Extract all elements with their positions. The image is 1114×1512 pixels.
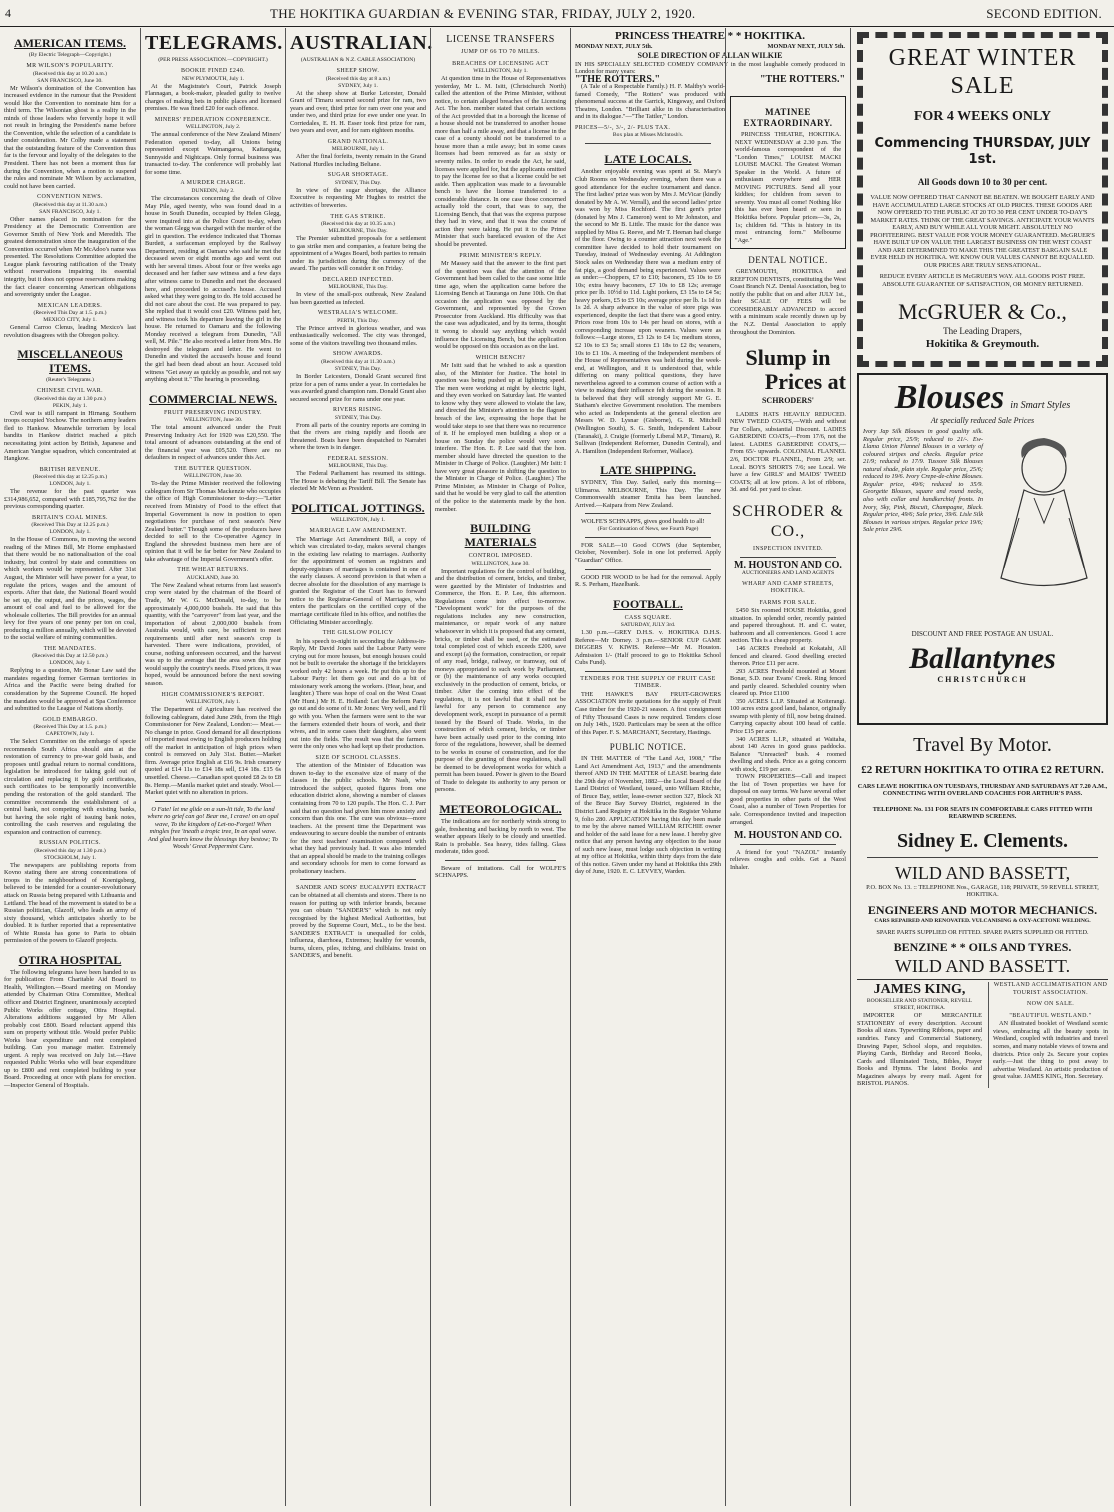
- land-listing: 350 ACRES L.I.P. Situated at Koiterangi. 100 acres extra good land, balance, originally swamp with plenty of fill, now being drained. Carrying capacity about 100 head of cattle. Price £15 per acre.: [730, 697, 846, 735]
- newspaper-title: THE HOKITIKA GUARDIAN & EVENING STAR, FRIDAY, JULY 2, 1920.: [270, 6, 696, 21]
- blouses-title: Blouses: [894, 378, 1005, 416]
- masthead: [0, 0, 1114, 27]
- story-body: The attention of the Minister of Education was drawn to-day to the excessive size of many of the classes in the public schools. Mr Nash, who introduced the subject, quoted figures from one education district alone, showing a number of classes containing from 70 to 120 pupils. The Hon. C. J. Parr said that no question had given him more anxiety and concern than this one. The cure was obvious—more teachers. At the present time the Department was endeavouring to secure double the number of entrants for the next teachers' examination compared with what they had previously had. It was also intended that an appeal should be made to the training colleges and secondary schools for men to come forward as probationary teachers.: [290, 762, 426, 875]
- column-display-ads: [850, 28, 1114, 1506]
- story-body: The revenue for the past quarter was £314,986,652, compared with £185,795,762 for the previous corresponding quarter.: [4, 488, 136, 511]
- story-title: HIGH COMMISSIONER'S REPORT.: [161, 691, 265, 698]
- poem-advert: O Fate! let me glide on a sun-lit tide, To the land where no grief can go! Bear me, I crave! on an opal wave, To the kingdom of Let-no-Forget! When mingles free 'tneath a tropic tree, In an opal wave. And glad hearts know the blessings they bestow; To Woods' Great Peppermint Cure.: [147, 805, 279, 851]
- story-body: The Federal Parliament has resumed its sittings. The House is debating the Tariff Bill. The Senate has elected Mr McVenn as President.: [290, 470, 426, 493]
- story-body: The annual conference of the New Zealand Miners' Federation opened to-day, all Unions being represented except Waimangaroa, Kaitangata, Sunnyside and Nightcaps. Only formal business was transacted to-day. The conference will probably last for some time.: [145, 131, 281, 176]
- story-title: SHEEP SHOW.: [336, 68, 380, 74]
- land-listing: 340 ACRES L.I.P., situated at Waitaha, about 140 Acres in good grass paddocks. Balance "Unreacted" bush. 4 roomed dwelling and sheds. Price as a going concern with stock, £19 per acre.: [730, 735, 846, 773]
- story-title: DECLARED INFECTED.: [322, 276, 394, 283]
- page-number: 4: [5, 6, 12, 20]
- dateline: MELBOURNE, This Day.: [328, 228, 388, 235]
- dental-body: GREYMOUTH, HOKITIKA and REEFTON DENTISTS, constituting the West Coast Branch N.Z. Dental Association, beg to notify the public that on and after JULY 1st., their SCALE OF FEES will be CONSIDERABLY ADVANCED to accord with a minimum scale recently drawn up by the N.Z. Dental Association to apply throughout the Dominion.: [730, 268, 846, 336]
- mcgruer-desc: The Leading Drapers,: [943, 325, 1022, 336]
- story-body: After the final forfeits, twenty remain in the Grand National Hurdles including Beltane.: [290, 153, 426, 168]
- story-title: THE WHEAT RETURNS.: [177, 567, 249, 574]
- source-line: (PER PRESS ASSOCIATION.—COPYRIGHT.): [158, 57, 268, 63]
- story-body: In view of the sugar shortage, the Alliance Executive is requesting Mr Hughes to restrict the activities of breweries.: [290, 186, 426, 209]
- column-license-transfers: [430, 28, 570, 1506]
- blouses-body: [863, 428, 1102, 631]
- matinee-heading: MATINEE EXTRAORDINARY.: [743, 107, 833, 128]
- dateline: LONDON, July 1.: [49, 660, 91, 667]
- story-title: THE BUTTER QUESTION.: [174, 465, 252, 472]
- land-listing: £450 Six roomed HOUSE Hokitika, good situation. In splendid order, recently painted and papered throughout. H. and C. water, bathroom and all conveniences. Good 1 acre section. This is a cheap property.: [730, 607, 846, 645]
- dateline: SYDNEY, This Day.: [334, 414, 382, 421]
- gws-goods: All Goods down 10 to 30 per cent.: [917, 177, 1048, 187]
- story-body: The Prince arrived in glorious weather, and was enthusiastically welcomed. The city was thronged, some of the visitors travelling two thousand miles.: [290, 324, 426, 347]
- story-title: PRIME MINISTER'S REPLY.: [459, 252, 542, 259]
- subheading: CASS SQUARE.: [624, 614, 672, 621]
- story-body: Other names placed in nomination for the Presidency at the Democratic Convention are Governor Smith of New York and Meredith. The greatest demonstration since the inauguration of the Convention occurred when Mr McAdoo's name was presented. The Resolutions Committee adopted the League plank favouring ratification of the Treaty without reservations impairing its essential integrity, but it does not oppose reservations making the fact clearer concerning American obligations and sovereignty under the League.: [4, 215, 136, 299]
- story-title: BOOKIE FINED £240.: [180, 68, 246, 74]
- dateline: PEKIN, July 1.: [52, 402, 88, 409]
- received-line: (Received this day at 11.30 a.m.): [33, 201, 107, 208]
- great-winter-sale-advert: [857, 32, 1108, 367]
- story-body: The Department of Agriculture has received the following cablegram, dated June 29th, from the High Commissioner for New Zealand, London:— Meat.—No change in price. Good demand for all descriptions of imported meat owing to English producers holding off the market in anticipation of high prices when control is removed on July 31st. Butter.—Market firm. Average price English at £16 9s. Irish creamery quoted at £14 11s to £14 18s sell, £14 18s. £15 6s unsettled. Cheese.—Canadian spot quoted £8 2s to £8 8s. Hemp.—Manila market quiet and steady. Wool.—Market quiet with no alteration in prices.: [145, 706, 281, 797]
- schroders-items: LADIES HATS HEAVILY REDUCED. NEW TWEED COATS,—With and without Fur Collars, substantial Discount. LADIES GABERDINE COATS,—From 17/6, not the latest. LADIES GABERDINE COATS,—From 65/- upwards. COLONIAL FLANNEL 2/6, DOCTOR FLANNEL, From 2/9; ser. Local. BOYS SHORTS 7/6; see Local. We have a few GIRLS' and MAIDS' TWEED COATS; all at low prices. A lot of ribbons, 3d. and 6d. per yard to clear.: [730, 410, 846, 494]
- received-line: (Received this day at 10.20 a.m.): [33, 70, 107, 77]
- story-body: In the House of Commons, in moving the second reading of the Mines Bill, Mr Horne emphasised that there would be no nationalisation of the coal industry, but control by state and committees on which workers would be represented. After 31st August, the Minister will have power for a year, to regulate the prices, wages and the amount of exports. After that date, the National Board would be set up, the output, and the prices, wages, the amount of coal and fuel to be allowed for the wholesale collieries. The Bill provides for an annual levy for five years of one penny per ton on coal, producing a million annually, which will be devoted to the social welfare of mining communities.: [4, 536, 136, 642]
- story-body: In view of the small-pox outbreak, New Zealand has been gazetted as infected.: [290, 291, 426, 306]
- story-body: The total amount advanced under the Fruit Preserving Industry Act for 1920 was £20,550. The total amount of advances outstanding at the end of the financial year was £05,520. There are no defaulters in respect of advances under this Act.: [145, 424, 281, 462]
- mcgruer-name: McGRUER & Co.,: [898, 298, 1067, 324]
- story-body: To-day the Prime Minister received the following cablegram from Sir Thomas Mackenzie who occupies the office of High Commissioner to-day:—"Letter received from Ministry of Food to the effect that Imperial Government is now in position to open negotiations for purchase of next season's New Zealand butter." Though some of the producers have decided to sell to the Co-operative Agency in England the shrewdest business men here are of opinion that it will be far better for New Zealand to take advantage of the Imperial Government's offer.: [145, 480, 281, 563]
- divider: [740, 557, 836, 558]
- subheading: CONTROL IMPOSED.: [468, 553, 533, 560]
- gws-commencing: Commencing THURSDAY, JULY 1st.: [874, 136, 1091, 167]
- houston-signature: M. HOUSTON AND CO.: [734, 830, 842, 842]
- nazol-advert: A friend for you! "NAZOL" instantly relieves coughs and colds. Get a Nazol Inhaler.: [730, 848, 846, 871]
- received-line: (Received This Day at 12.25 p.m.): [31, 522, 109, 529]
- schroder-name: SCHRODER & CO.,: [732, 502, 844, 540]
- divider: [585, 537, 711, 538]
- dateline: WELLINGTON, July 1.: [185, 699, 241, 706]
- story-title: THE GILSLOW POLICY: [322, 630, 394, 637]
- story-body: The Select Committee on the embargo of specie recommends South Africa should aim at the restoration of currency to pre-war gold basis, and proposes until gradual return to normal conditions, legislation be introduced for taking gold out of circulation and replacing it by gold certificates, such certificates to be temporarily inconvertible pending the restoration of the gold standard. The committee recommends the establishment of a central bank, not competing with existing banks, but having the sole right of issuing bank notes, controlling the cash reserves and regulating the expansion and contraction of currency.: [4, 738, 136, 836]
- section-heading: DENTAL NOTICE.: [748, 255, 828, 266]
- bottom-adverts: [857, 979, 1108, 1087]
- matinee-body: PRINCESS THEATRE, HOKITIKA. NEXT WEDNESDAY at 2.30 p.m. The world-famous correspondent of the "London Times," LOUISE MACKI LOUISE MACKI. The Greatest Woman Speaker in the World. A future of enthusiasm everywhere and HER MOVING PICTURES. Send all your kiddies; for children from seven to seventy. You must all come! Nothing like this has ever been heard or seen in Hokitika before. Popular prices—3s, 2s, 1s; children 6d. "This is history in its most entrancing form." Melbourne "Age.": [735, 131, 841, 244]
- dateline: WELLINGTON, June 30.: [183, 417, 243, 424]
- story-body: Another enjoyable evening was spent at St. Mary's Club Rooms on Wednesday evening, when there was a good attendance for the euchre tournament and dance. The first ladies' prize was won by Mrs J. McVicar (kindly donated by Mr A. W. Verrall), and the second ladies' prize was won by Miss Rochford. The first gent's prize (donated by Mrs J. Cameron) went to Mr Johnston, and the second to Mr B. Little. The music for the dance was supplied by Miss G. Reeve, and Mr T. Heenan had charge of the floor. Owing to a counter attraction next week the committee have decided to hold their tournament on Tuesday, instead of Wednesday evening. At Addington Stock sales on Wednesday there was a medium entry of fat pigs, a good demand being experienced. Values were as under:—Choppers, £7 to £10; baconers, £5 10s to £6 10s; extra heavy baconers, £7 10s to £8 12s; average price per lb. 10½d to 11d. Light porkers, £3 15s to £4 5s; heavy porkers, £5 to £5 10s; average price per lb. 1s 1d to 1s 2d. A sharp advance in the value of store pigs was experienced, despite the fact that there was a good entry. Prices rose from 10s to 14s per head on stores, with a corresponding increase upon weaners. Values were as follows:—Large stores, £3 12s to £4 1s; medium stores, £2 10s to £3 5s; small stores £1 18s to £2 8s; weaners, 10s to £1 10s. A meeting of the Independent members of the House of Representatives was held during the week-end, at Wellington, and it is understood that, while differing on many political questions, they have nevertheless agreed to a common course of action with a view to making their influence felt during the session. It is believed that they will strongly support Mr G. E. Statham's elective Government resolution. The members who acted as Independents at the general election are Messrs W. D. Lysnar (Gisborne), G. R. Mitchell (Wellington South), S. G. Smith, Independent Labour (Taranaki), J. Craigie (formerly Liberal M.P., Timaru), R. Sullivan (Independent Reformer, Dunedin Central), and A. Hamilton (Independent Reformer, Wallace).: [575, 168, 721, 455]
- land-listing: TOWN PROPERTIES—Call and inspect the list of Town properties we have for disposal on easy terms. We have several other good properties in other parts of the West Coast, also a number of Town Properties for sale. Correspondence invited and inspection arranged.: [730, 773, 846, 826]
- story-title: GOLD EMBARGO.: [42, 716, 98, 723]
- gws-subtitle: FOR 4 WEEKS ONLY: [913, 109, 1052, 124]
- houston-name: M. HOUSTON AND CO.: [734, 560, 842, 572]
- story-title: FRUIT PRESERVING INDUSTRY.: [164, 409, 262, 416]
- slump-line: Prices at: [764, 369, 846, 395]
- ballantynes-advert: [857, 373, 1108, 725]
- blouses-tagline: At specially reduced Sale Prices: [930, 415, 1035, 425]
- received-line: (Received this day at 12.25 p.m.): [32, 474, 108, 481]
- story-body: The circumstances concerning the death of Olive May Pile, aged twenty, who was found dead in a house in South Dunedin, occupied by Helen Glegg, were inquired into at the Police Court to-day, when the woman Glegg was charged with the murder of the girl in question. The evidence indicated that Thomas Burdett, a surfaceman employed by the Railway Department, residing at Oamaru who said he met the deceased seven or eight months ago and went out with her several times. About four or five weeks ago deceased and her father saw witness and a few days after witness came to Dunedin and met the deceased here, and proceeded to accused's house. Accused asked what they were going to do. He told accused he did not care about the cost. He was prepared to pay. She replied that it would cost £20. Witness paid her, and witness took his departure leaving the girl in the house. He returned to Oamaru and the following Monday received a telegram from Dunedin, "All well, M. Pile." He also received a letter from Mrs. He destroyed the telegram and letter. He went to Dunedin and visited the accused's house and found the girl had been dead about an hour. Accused told witness "Get away as quickly as possible, and not say anything about it." The hearing is proceeding.: [145, 194, 281, 384]
- section-heading: LATE LOCALS.: [604, 152, 692, 167]
- story-title: CONVENTION NEWS.: [37, 194, 103, 201]
- story-body: At the Magistrate's Court, Patrick Joseph Flannagan, a book-maker, pleaded guilty to twelve charges of making bets in public places and licensed premises. He was fined £20 for each offence.: [145, 82, 281, 113]
- king-body: IMPORTER OF MERCANTILE STATIONERY of every description. Account Books all sizes. Typewriting Ribbons, paper and sundries. Fancy and Commercial Stationery, Drawing Paper, School slops, and requisites. Playing Cards, Birthday and Record Books, Cards and Illuminated Texts, Bibles, Prayer Books and Hymns. The latest Books and Magazines always by every mail. Agent for BRISTOL PIANOS.: [857, 1012, 982, 1088]
- story-title: BRITISH REVENUE.: [39, 466, 101, 473]
- section-heading: PUBLIC NOTICE.: [609, 742, 687, 753]
- land-listing: 146 ACRES Freehold at Kokatahi, All fenced and cleared. Good dwelling erected thereon. Price £11 per acre.: [730, 644, 846, 668]
- column-american-items: [0, 28, 140, 1506]
- schroders-advert: [730, 346, 846, 405]
- divider: [585, 569, 711, 570]
- story-body: In Border Leicesters, Donald Grant secured first prize for a pen of rams under a year. In corriedales he was awarded grand champion ram. Donald Grant also secured second prize for rams under one year.: [290, 372, 426, 403]
- received-line: (Received this day at 1.30 p.m.): [34, 395, 106, 402]
- woman-figure-icon: [989, 428, 1099, 628]
- subheading: JUMP OF 66 TO 70 MILES.: [461, 49, 540, 55]
- story-title: BRITAIN'S COAL MINES.: [32, 514, 108, 521]
- received-line: (Received This Day at 1.5. p.m.): [33, 310, 107, 317]
- play-description: (A Tale of a Respectable Family.) H. F. Maltby's world-famed Comedy, "The Rotters" was produced with phenomenal success at the Garrick, Kingsway, and Oxford Theatres, London. "Brilliant alike in its characterisation and in its dialogue."—"The Tattler," London.: [575, 83, 725, 121]
- dateline: CAPETOWN, July 1.: [45, 731, 95, 738]
- james-king-advert: [857, 982, 982, 1087]
- story-title: MEXICAN LEADERS.: [37, 302, 103, 309]
- story-body: The indications are for northerly winds strong to gale, freshening and backing by north to west. The weather appears likely to be cloudy and unsettled. Rain is probable. Sea heavy, tides falling. Glass moderate, tides good.: [435, 817, 566, 856]
- blouse-illustration: [989, 428, 1102, 631]
- dateline: WELLINGTON, June 30.: [183, 473, 243, 480]
- received-line: (Received this day at 11.30 a.m.): [321, 358, 395, 365]
- section-heading: AUSTRALIAN.: [290, 32, 433, 54]
- theatre-spacer: [730, 28, 846, 96]
- dateline: SYDNEY, This Day.: [334, 365, 382, 372]
- dateline: MEXICO CITY, July 1.: [43, 317, 97, 324]
- story-title: A MURDER CHARGE.: [180, 180, 246, 187]
- ballantynes-city: CHRISTCHURCH: [937, 675, 1028, 685]
- subheading: SATURDAY, JULY 3rd.: [620, 622, 676, 629]
- slump-line: Slump in: [745, 345, 831, 371]
- section-heading: FOOTBALL.: [613, 596, 683, 611]
- acclimatisation-advert: [988, 982, 1108, 1087]
- section-heading: POLITICAL JOTTINGS.: [291, 501, 425, 515]
- dateline: WELLINGTON, June 30.: [471, 560, 530, 567]
- story-body: The New Zealand wheat returns from last season's crop were stated by the chairman of the Board of Trade, Mr W. G. McDonald, to-day, to be approximately 4,000,000 bushels. He said that this quantity, with the "carryover" from last year, and the importation of about 2,000,000 bushels from Australia would, with care, be sufficient to meet requirements until after next season's crop is harvested. There were indications, provided, of course, nothing unforeseen occurred, and the harvest was up to the average that the area sown this year would supply the country's needs. Fixed prices, it was hoped, would be announced before the next sowing season.: [145, 581, 281, 687]
- dateline: MELBOURNE, This Day.: [328, 284, 388, 291]
- section-heading: BUILDING MATERIALS: [464, 521, 537, 550]
- sanders-advert: SANDER AND SONS' EUCALYPTI EXTRACT can be obtained at all chemists and stores. There is no reason for putting up with inferior brands, because you can obtain "SANDER'S" which is not only recognised by the highest Medical Authorities, but proved by the Supreme Court, McL., to be the best. SANDER'S EXTRACT is unequalled for colds, influenza, diarrhoea, Extremes; healthy for wounds, burns, ulcers, piles, itching, and chilblains. Insist on SANDER'S, and benefit.: [290, 884, 426, 960]
- story-body: In his speech to-night in seconding the Address-in-Reply, Mr David Jones said the Labour Party were crying out for more houses, but enough houses could not be built to overtake the shortage if the bricklayers worked only 42 hours a week. He put this up to the Labour Party: let them go out and do a bit of missionary work among the workers. (Hear, hear, and laughter.) There was hope of coal on the West Coast (Mr Hunt.) Mr H. E. Holland: Let the Reform Party go out and do some of it. Mr Jones: Very well, and I'll go with you. When the farmers were sent to the war the farmers extended their hours of work, and their wives, and in some cases their daughters, also went out into the fields. The result was that the farmers were the only ones who had kept up their production.: [290, 637, 426, 751]
- column-adverts: [725, 28, 850, 1506]
- story-title: MR WILSON'S POPULARITY.: [26, 63, 114, 69]
- wolfe-notice: WOLFE'S SCHNAPPS, gives good health to all!: [581, 518, 705, 526]
- gws-title: GREAT WINTER SALE: [888, 45, 1077, 99]
- motor-heading: Travel By Motor.: [913, 733, 1052, 756]
- divider: [867, 857, 1098, 858]
- dateline: NEW PLYMOUTH, July 1.: [181, 75, 245, 82]
- blouses-items: Ivory Jap Silk Blouses in good quality silk. Regular price, 25/9; reduced to 21/-. Ew-Llama Union Flannel Blouses in a variety of coloured stripes and checks. Regular price 21/9; reduced to 17/9. Tussore Silk Blouses natural shade, plain style. Regular price, 25/6; reduced to 19/6. Ivory Crepe-de-chine Blouses. Regular price, 49/6; reduced to 35/9. Georgette Blouses, square and round necks, also with collar and handkerchief fronts. In Ivory, Sky, Pink, Biscuit, Champagne, Black. Regular price, 49/6; Sale price, 39/6. Lisle Silk Blouses in various stripes. Regular price 19/6; Sale price 29/6.: [863, 428, 983, 534]
- dateline: SAN FRANCISCO, June 30.: [37, 77, 103, 84]
- wild-bassett-name-2: WILD AND BASSETT.: [894, 956, 1071, 977]
- divider: [300, 879, 416, 880]
- dateline: MELBOURNE, This Day.: [328, 463, 388, 470]
- wild-bassett-engineers: ENGINEERS AND MOTOR MECHANICS.: [867, 902, 1098, 917]
- received-line: (Received this day at 10.35 a.m.): [321, 221, 395, 228]
- dateline: WELLINGTON, July 1.: [330, 517, 386, 523]
- motor-body: CARS LEAVE HOKITIKA ON TUESDAYS, THURSDAY AND SATURDAYS AT 7.20 A.M., CONNECTING WITH OVERLAND COACHES FOR ARTHUR'S PASS.: [857, 782, 1108, 798]
- source-line: (By Electric Telegraph—Copyright.): [28, 52, 112, 58]
- story-body: Civil war is still rampant in Hirnang. Southern troops occupied Yochow. The northern army leaders fled to Hankow. Meanwhile terrorism by local bandits in Hankow district reached a pitch necessitating joint action by British, Japanese and American Yangtse squadron, which concentrated at Hangkow.: [4, 409, 136, 463]
- story-body: Mr Massey said that the answer to the first part of the question was that the attention of the Government had been called to the case some little time ago, when the application came before the Licensing Bench at Tauranga on June 10th. On that occasion the application was opposed by the Government, and represented by the Crown Prosecutor from Auckland. His difficulty was that the case was adjudicated, and by its terms, thought it wrong to should say anything which would influence the Licensing Bench, but the application would be opposed on this occasion as on the last.: [435, 260, 566, 351]
- section-heading: COMMERCIAL NEWS.: [148, 391, 277, 406]
- box-plan: Box plan at Misses McIntosh's.: [612, 132, 684, 139]
- story-title: CHINESE CIVIL WAR.: [36, 388, 104, 395]
- mcgruer-towns: Hokitika & Greymouth.: [925, 337, 1040, 350]
- theatre-description: IN HIS SPECIALLY SELECTED COMEDY COMPANY in the most laughable comedy produced in London for many years:: [575, 60, 845, 76]
- classified-firewood: GOOD FIR WOOD to be had for the removal. Apply R. S. Perham, Hazelbank.: [575, 573, 721, 589]
- divider: [585, 513, 711, 514]
- column-telegrams: [140, 28, 285, 1506]
- wild-bassett-spare: SPARE PARTS SUPPLIED OR FITTED. SPARE PARTS SUPPLIED OR FITTED.: [876, 928, 1089, 936]
- section-heading: LICENSE TRANSFERS: [446, 34, 555, 45]
- section-heading: OTIRA HOSPITAL: [18, 952, 122, 967]
- land-listing: 293 ACRES Freehold mounted at Mount Bonar, S.D. near Evans' Creek. Ring fenced and partly cleared. Scheduled country when cleared up. Price £1100: [730, 667, 846, 698]
- story-body: The newspapers are publishing reports from Kovno stating there are strong concentrations of troops in the neighbourhood of Koenigsberg, believed to be intended for a counter-revolutionary attack on Russia being prepared with Lithuania and Lettland. The head of the movement is stated to be a Russian politician, Glazoff, who leads an army of sixty thousand, which anticipates shortly to be doubled. It is further reported that a representative of White Russia has gone to Paris to obtain permission of the powers to Glazoff projects.: [4, 861, 136, 945]
- tenders-title: TENDERS FOR THE SUPPLY OF FRUIT CASE TIMBER.: [580, 675, 716, 690]
- matinee-advert: [730, 96, 846, 249]
- story-title: SIZE OF SCHOOL CLASSES.: [315, 754, 401, 761]
- received-line: (Received this day at 1.30 p.m.): [34, 847, 106, 854]
- story-title: RUSSIAN POLITICS.: [39, 840, 101, 847]
- public-notice-body: IN THE MATTER of "The Land Act, 1908," "The Land Act Amendment Act, 1913," and the amendments thereof AND IN THE MATTER of LEASE bearing date the 29th day of November, 1882—the Local Board of the Land District of Westland, issued, unto William Ritchie, of Bruce Bay, settler, lease-owner section 327, Block XI of the Bruce Bay Survey District, registered in the District Land Registry at Hokitika in the Register Volume 9, folio 280. APPLICATION having this day been made to me by the above named WILLIAM RITCHIE owner and holder of the said lease for a new lease. I hereby give notice that any person having any objection to the issue of such new lease, must lodge such objection in writing at my office at Hokitika, within thirty days from the date of this notice. Given under my hand at Hokitika this 29th day of June, 1920. E. C. LEVVEY, Warden.: [575, 755, 721, 876]
- received-line: (Received this day at 8 a.m.): [325, 75, 391, 82]
- houston-address: WHARF AND CAMP STREETS, HOKITIKA.: [742, 580, 834, 595]
- motor-fare: £2 RETURN HOKITIKA TO OTIRA £2 RETURN.: [861, 763, 1104, 776]
- dateline: AUCKLAND, June 30.: [186, 574, 240, 581]
- story-title: MARRIAGE LAW AMENDMENT.: [309, 528, 407, 534]
- story-title: RIVERS RISING.: [333, 407, 383, 414]
- divider: [155, 801, 271, 802]
- blouses-discount: DISCOUNT AND FREE POSTAGE AN USUAL.: [911, 629, 1054, 638]
- dateline: SAN FRANCISCO, July 1.: [39, 208, 101, 215]
- dateline: LONDON, July 1.: [49, 481, 91, 488]
- story-body: Important regulations for the control of building, and the distribution of cement, bricks, and timber, were gazetted by the Minister of Industries and Commerce, the Hon. E. P. Lee, this afternoon. Regulations come into effect to-morrow. "Development work" for the purposes of the regulations includes any new construction, maintenance, or repair work of any nature whatsoever in which it is proposed that any cement, bricks, or timber shall be used, or the estimated total completed cost of which exceeds £200, save and except (a) the formation, construction, or repair of any road, bridge, railway, or tramway, out of moneys appropriated to such work by Parliament, or (b) the maintenance of any works occupied exclusively in the production of cement, bricks, or timber. After the coming into effect of the regulations, it is not lawful that it shall not be lawful for any person to commence any development work, except in pursuance of a permit issued by the Board of Trade. Works, in the construction of which cement, bricks, or timber have been actually used prior to the coming into force of the regulations, however, shall be deemed to be works in course of construction, and for the purpose of the granting of these regulations, shall be deemed to be development works for which a permit has been issued. Power is given to the Board of Trade to delegate its authority to any person or persons.: [435, 567, 566, 794]
- wolfe-advert: Beware of imitations. Call for WOLFE'S SCHNAPPS.: [435, 864, 566, 880]
- inspection-note: INSPECTION INVITED.: [753, 545, 823, 552]
- received-line: (Received This Day at 1.5. p.m.): [33, 724, 107, 731]
- story-body: Replying to a question, Mr Bonar Law said the mandates regarding former German territories in Africa and the Pacific were being drafted for consideration by the Supreme Council. He hoped the mandates would be approved at Spa Conference and submitted to the League of Nations shortly.: [4, 667, 136, 713]
- farms-heading: FARMS FOR SALE.: [759, 599, 817, 606]
- source-line: (AUSTRALIAN & N.Z. CABLE ASSOCIATION): [300, 57, 416, 63]
- divider: [585, 143, 711, 144]
- king-sub: BOOKSELLER AND STATIONER, REVELL STREET, HOKITIKA.: [866, 998, 973, 1012]
- play-prices: PRICES—5/-, 3/-, 2/- PLUS TAX.: [575, 124, 671, 131]
- section-heading: LATE SHIPPING.: [600, 463, 696, 478]
- dateline: STOCKHOLM, July 1.: [43, 854, 97, 861]
- section-heading: MISCELLANEOUS ITEMS.: [17, 347, 123, 376]
- dateline: WELLINGTON, July 2.: [185, 124, 241, 131]
- clements-name: Sidney E. Clements.: [896, 829, 1069, 852]
- story-body: SYDNEY, This Day. Sailed, early this morning—Ulimaroa. MELBOURNE, This Day. The new Commonwealth steamer Emita has been launched. Arrived.—Kaipara from New Zealand.: [575, 479, 721, 509]
- accl-title: WESTLAND ACCLIMATISATION AND TOURIST ASSOCIATION.: [993, 982, 1108, 996]
- divider: [585, 671, 711, 672]
- story-body: Mr Wilson's domination of the Convention has increased evidence in the rumour that the President would like the Convention to nominate him for a third term. The Wilsonian ghost is a reality in the minds of those leaders who fervently hope it will not result in bringing the President's name before the Convention, while the selection of a candidate is under consideration. Mr Colby made a statement that the outstanding feature of the Convention thus far is the fervour and loyalty of the delegates to the President. There has not been a moment thus far during the Convention, when a motion to suspend the rules and nominate Mr Wilson by acclamation, could not have been carried.: [4, 84, 136, 190]
- dateline: MELBOURNE, July 1.: [331, 146, 385, 153]
- section-heading: METEOROLOGICAL.: [439, 801, 562, 816]
- gws-reduce: REDUCE EVERY ARTICLE IS McGRUER'S WAY. ALL GOODS POST FREE. ABSOLUTE GUARANTEE OF SATISFACTION, OR MONEY RETURNED.: [879, 273, 1086, 289]
- wild-bassett-name: WILD AND BASSETT,: [894, 862, 1071, 883]
- story-title: THE GAS STRIKE.: [330, 213, 386, 220]
- accl-beautiful: "BEAUTIFUL WESTLAND.": [1009, 1012, 1092, 1019]
- story-body: At the sheep show at Burke Leicester, Donald Grant of Timaru secured second prize for ram, two years and over, third prize for ram over one year and under two, and third prize for ewe under one year. In Corriedales, E. H. H. Esser took first prize for ram, two years and over, and for ram eighteen months.: [290, 89, 426, 135]
- wild-bassett-benzine: BENZINE * * OILS AND TYRES.: [893, 940, 1072, 955]
- story-title: GRAND NATIONAL.: [327, 138, 389, 145]
- blouses-subtitle: in Smart Styles: [1010, 399, 1071, 411]
- divider: [445, 860, 556, 861]
- story-title: MINERS' FEDERATION CONFERENCE.: [154, 116, 272, 123]
- dateline: LONDON, July 1.: [49, 529, 91, 536]
- ballantynes-logo: Ballantynes: [909, 642, 1056, 676]
- gws-body: VALUE NOW OFFERED THAT CANNOT BE BEATEN. WE BOUGHT EARLY AND HAVE ACCUMULATED LARGE STOCKS AT OLD PRICES. THESE GOODS ARE NOW OFFERED TO THE PUBLIC AT 20 TO 30 PER CENT UNDER TO-DAY'S MARKET RATES. THINK OF THE GREAT SAVINGS. ANTICIPATE YOUR WANTS EARLY, AND BUY WHILE ALL YOUR MIGHT. ABSOLUTELY NO PROFITEERING. BEST VALUE FOR YOUR MONEY GUARANTEED. McGRUER'S HAVE BUILT UP ON VALUE THE LARGEST BUSINESS ON THE WEST COAST AND ARE DETERMINED TO MAKE THIS THE GREATEST BARGAIN SALE EVER HELD IN HOKITIKA. WE KNOW OUR VALUES CANNOT BE EQUALLED. OUR PRICES ARE TRULY SENSATIONAL.: [870, 194, 1095, 269]
- theatre-date: MONDAY NEXT, JULY 5th.: [767, 43, 845, 50]
- motor-phone: TELEPHONE No. 131 FOR SEATS IN COMFORTABLE CARS FITTED WITH REARWIND SCREENS.: [872, 805, 1093, 821]
- play-title: "THE ROTTERS.": [759, 73, 845, 85]
- dateline: SYDNEY, This Day.: [334, 179, 382, 186]
- play-title: "THE ROTTERS.": [575, 73, 661, 85]
- wild-bassett-address: P.O. BOX No. 13. :: TELEPHONE Nos., GARAGE, 118; PRIVATE, 59 REVELL STREET, HOKITIKA.: [866, 883, 1099, 899]
- story-body: From all parts of the country reports are coming in that the rivers are rising rapidly and floods are threatened. Boats have been despatched to Narrabri where the town is in danger.: [290, 421, 426, 452]
- story-body: General Carroo Clenus, leading Mexico's last revolution disagrees with the Obregon policy.: [4, 324, 136, 339]
- edition-label: SECOND EDITION.: [986, 6, 1102, 21]
- slump-line: SCHRODERS': [761, 396, 814, 406]
- story-body: The Marriage Act Amendment Bill, a copy of which was circulated to-day, makes several changes in the existing law relating to marriages. Authority for the appointment of women as registrars and deputy-registrars of marriages is contained in one of the early clauses. A second provision is that when a decree absolute for the dissolution of any marriage is granted the Registrar of the Court has to forward notice to the Registrar-General of Marriages, who enters the particulars on the certified copy of the marriage certificate filed in his office, and notifies the Officiating Minister accordingly.: [290, 535, 426, 626]
- tenders-body: THE HAWKE'S BAY FRUIT-GROWERS ASSOCIATION invite quotations for the supply of Fruit Case timber for the 1920-21 season. A first consignment of Fifty Thousand Cases is now required. Tenders close on July 14th., 1920. Particulars may be seen at the office of this Paper. F. S. MARCHANT, Secretary, Hastings.: [575, 690, 721, 736]
- accl-body: AN illustrated booklet of Westland scenic views, embracing all the beauty spots in Westland, coupled with industries and travel scenes, and many notable views of towns and districts. Price only 2s. Secure your copies early.—Just the thing to post away to advertise Westland. An artistic production of great value. JAMES KING, Hon. Secretary.: [993, 1020, 1108, 1081]
- story-title: SUGAR SHORTAGE.: [327, 172, 389, 179]
- dateline: PERTH, This Day.: [337, 317, 379, 324]
- divider: [740, 844, 836, 845]
- dateline: DUNEDIN, July 2.: [191, 187, 235, 194]
- blouses-header: [863, 379, 1102, 417]
- subheading: BREACHES OF LICENSING ACT: [452, 60, 549, 67]
- story-body: At question time in the House of Representatives yesterday, Mr L. M. Isitt, (Christchurch North) called the attention of the Prime Minister, without notice, to certain alleged breaches of the Licensing Act. The hon. member stated that certain sections of the Act provided that in a borough the license of a house should not be transferred to another house more than half a mile away, and that a license in the case of a county should not be transferred to a house more than a mile away; but in some cases licenses had been removed as far as sixty or seventy miles. In order to evade the Act, he said, licenses were applied for, but the applicants omitted to pay the license fee so that a license could be set aside. Then application was made to a favourable bench to have the license transferred to a considerable distance. In one case those concerned actually told the court, that was to say, the Licensing Bench, that that was the express purpose they had in view, and that it was the course of action they were taking. He put it to the Prime Minister that such barefaced evasion of the Act should be prevented.: [435, 75, 566, 249]
- football-fixtures: 1.30 p.m.—GREY D.H.S. v. HOKITIKA D.H.S. Referee—Mr Dorney. 3 p.m.—SENIOR CUP GAME DIGGERS V. KIWIS. Referee—Mr M. Houston. Admission 1/- (Half proceed to go to Hokitika School Cubs Fund).: [575, 629, 721, 667]
- received-line: (Received this Day at 12.50 p.m.): [32, 653, 108, 660]
- theatre-date: MONDAY NEXT, JULY 5th.: [575, 43, 653, 50]
- houston-sub: AUCTIONEERS AND LAND AGENTS: [741, 569, 835, 576]
- story-title: SHOW AWARDS.: [333, 351, 383, 358]
- story-body: The following telegrams have been handed to us for publication: From Charitable Aid Board to Health, Wellington.—Board meeting on Monday attended by Chairman Otira Committee, Medical officer and District Engineer, unanimously accepted Public Works offer cottage, Otira Hospital. Alterations additions suggested by Mr Allen probably cost £800. Board reluctant append this sum on property without title. Would prefer Public Works bear expenditure and rent completed building. Can you manage matter. Extremely urgent. A reply was received on July 1st.—Have requested Public Works who will bear expenditure up to £800 and rent completed building to your Board. Proceeding at once with plans for erection.—Inspector General of Hospitals.: [4, 968, 136, 1089]
- story-title: WHICH BENCH?: [475, 354, 526, 361]
- story-title: THE MANDATES.: [43, 645, 97, 652]
- section-heading: TELEGRAMS.: [145, 32, 283, 54]
- theatre-title: PRINCESS THEATRE * * HOKITIKA.: [615, 30, 805, 42]
- story-title: WESTRALIA'S WELCOME.: [317, 310, 399, 317]
- continuation-note: (For Continuation of News, see Fourth Page): [597, 525, 699, 532]
- classified-cows: FOR SALE—10 Good COWS (due September, October, November). Sole in one lot preferred. Apply "Guardian" Office.: [575, 541, 721, 565]
- source-line: (Reuter's Telegrams.): [46, 377, 94, 384]
- section-heading: AMERICAN ITEMS.: [13, 36, 126, 50]
- story-body: Mr Isitt said that he wished to ask a question also, of the Minister for Justice. The hotel in question was being pushed up at lightning speed. The men were working at night by electric light, and they even worked on Saturday last. He wanted to know why they were allowed to violate the law, and directed the Minister's attention to the flagrant breach of the law, expressing the hope that he would take steps to see that there was no recurrence of it. If he employed men building a shop or a house on Sunday the police would very soon interfere. The Hon. E. P. Lee said that the hon. member should have directed the question to the Minister in Charge of Police. (Laughter.) Mr Isitt: I have very great pleasure in shifting the question to the Minister in Charge of Police. (Laughter.) The Prime Minister, as Minister in Charge of Police, said that he would be very glad to call the attention of the police to the statements made by the hon. member.: [435, 362, 566, 513]
- wild-bassett-sub: CARS REPAIRED AND RENOVATED. VULCANISING & OXY-ACETONE WELDING.: [874, 917, 1091, 924]
- column-australian: [285, 28, 433, 1506]
- king-name: JAMES KING,: [873, 982, 966, 998]
- dateline: WELLINGTON, July 1.: [473, 68, 528, 74]
- accl-now: NOW ON SALE.: [1026, 1001, 1075, 1008]
- theatre-direction: SOLE DIRECTION OF ALLAN WILKIE: [637, 50, 783, 60]
- dateline: SYDNEY, July 1.: [338, 82, 378, 89]
- story-body: The Premier submitted proposals for a settlement to gas strike men and companies, a feature being the appointment of a Wages Board, both parties to remain under its jurisdiction during the currency of the award. The parties will consider it on Friday.: [290, 235, 426, 273]
- story-title: FEDERAL SESSION.: [327, 455, 389, 462]
